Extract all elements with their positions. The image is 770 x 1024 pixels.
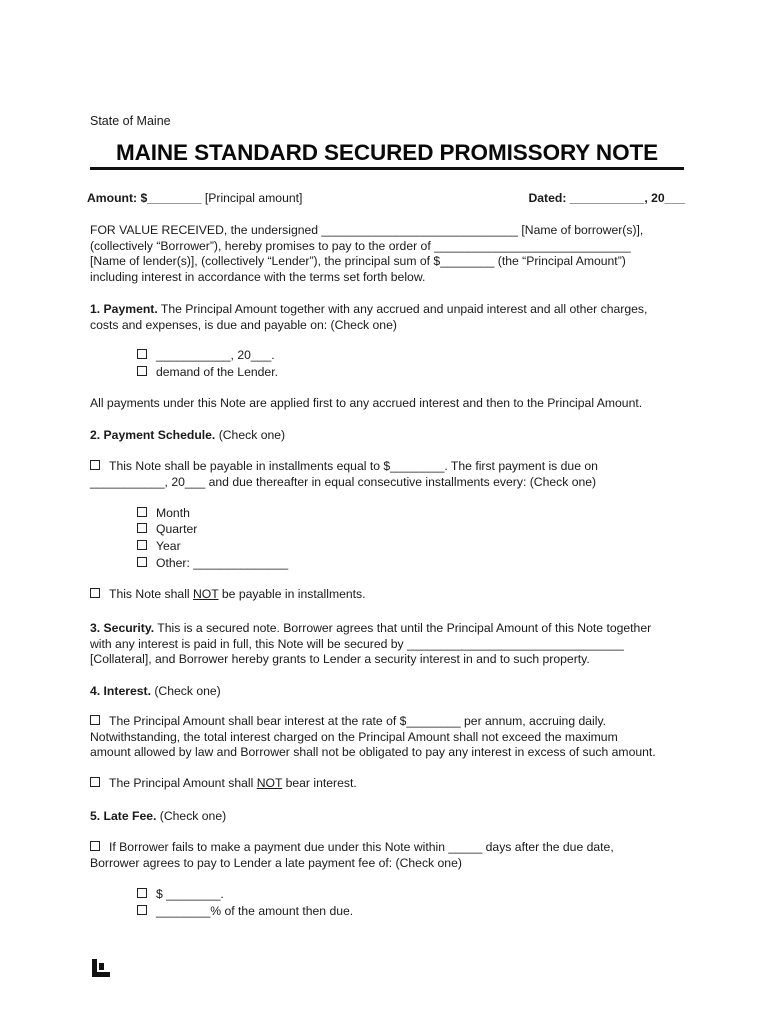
option-label: The Principal Amount shall [109,776,257,790]
no-interest-option[interactable] [90,776,357,792]
period-option-year[interactable] [137,539,181,555]
checkbox[interactable] [90,715,100,725]
state-label: State of Maine [90,114,171,128]
checkbox[interactable] [137,905,147,915]
option-label: This Note shall [109,587,193,601]
payment-section [90,302,684,333]
option-label: Borrower agrees to pay to Lender a late payment fee of: (Check one) [90,855,462,870]
security-heading: 3. Security. [90,621,155,635]
intro-line: including interest in accordance with the terms set forth below. [90,269,426,284]
checkbox[interactable] [137,888,147,898]
option-label: $ ________. [156,887,224,901]
installments-option[interactable] [90,459,684,490]
option-label: If Borrower fails to make a payment due under this Note within _____ days after the due date, [109,840,614,854]
checkbox[interactable] [137,523,147,533]
late-fee-option-flat[interactable] [137,887,224,903]
late-fee-option[interactable] [90,840,684,871]
option-label: ________% of the amount then due. [156,904,354,918]
amount-label: Amount: $________ [87,191,202,205]
period-option-month[interactable] [137,506,190,522]
payment-option-demand[interactable] [137,365,278,381]
no-installments-option[interactable] [90,587,366,603]
emphasis-not: NOT [193,587,219,601]
checkbox[interactable] [90,588,100,598]
interest-rate-option[interactable] [90,714,684,761]
security-section [90,621,684,668]
amount-line [87,191,302,207]
schedule-heading: 2. Payment Schedule. [90,428,216,442]
option-label: Other: ______________ [156,556,289,570]
payments-applied-text: All payments under this Note are applied first to any accrued interest and then to the Principal Amount. [90,396,643,410]
checkbox[interactable] [137,557,147,567]
option-label: Year [156,539,181,553]
option-label: be payable in installments. [218,587,366,601]
option-label: Notwithstanding, the total interest charged on the Principal Amount shall not exceed the maximum [90,729,618,744]
option-label: demand of the Lender. [156,365,278,379]
intro-paragraph [90,223,684,285]
brand-logo-icon [92,959,110,977]
late-fee-heading-line [90,809,226,825]
option-label: Quarter [156,522,198,536]
checkbox[interactable] [137,507,147,517]
security-text: with any interest is paid in full, this Note will be secured by ________________________________ [90,636,624,651]
check-one-note: (Check one) [156,809,227,823]
option-label: ___________, 20___ and due thereafter in equal consecutive installments every: (Check one) [90,474,597,489]
security-text: [Collateral], and Borrower hereby grants to Lender a security interest in and to such property. [90,652,590,666]
payment-text: costs and expenses, is due and payable on: (Check one) [90,317,397,332]
period-option-other[interactable] [137,556,288,572]
payment-option-date[interactable] [137,348,275,364]
checkbox[interactable] [90,841,100,851]
check-one-note: (Check one) [150,684,221,698]
late-fee-option-percent[interactable] [137,904,353,920]
dated-line: Dated: ___________, 20___ [528,191,685,205]
checkbox[interactable] [137,349,147,359]
option-label: Month [156,506,190,520]
payment-text: The Principal Amount together with any accrued and unpaid interest and all other charges, [157,302,648,316]
checkbox[interactable] [137,366,147,376]
option-label: ___________, 20___. [156,348,275,362]
title-underline [90,167,684,170]
schedule-heading-line [90,428,285,444]
intro-line: (collectively “Borrower”), hereby promises to pay to the order of _____________________________ [90,238,631,253]
option-label: bear interest. [282,776,357,790]
security-text: This is a secured note. Borrower agrees that until the Principal Amount of this Note together [154,621,652,635]
period-option-quarter[interactable] [137,522,197,538]
checkbox[interactable] [90,460,100,470]
checkbox[interactable] [90,777,100,787]
option-label: amount allowed by law and Borrower shall not be obligated to pay any interest in excess of such amount. [90,745,656,759]
check-one-note: (Check one) [215,428,286,442]
interest-heading: 4. Interest. [90,684,151,698]
amount-hint: [Principal amount] [201,191,303,205]
option-label: This Note shall be payable in installments equal to $________. The first payment is due on [109,459,598,473]
late-fee-heading: 5. Late Fee. [90,809,157,823]
checkbox[interactable] [137,540,147,550]
option-label: The Principal Amount shall bear interest at the rate of $________ per annum, accruing daily. [109,714,607,728]
intro-line: FOR VALUE RECEIVED, the undersigned _____________________________ [Name of borrower(s)], [90,223,644,237]
emphasis-not: NOT [256,776,283,790]
document-title: MAINE STANDARD SECURED PROMISSORY NOTE [115,140,659,165]
intro-line: [Name of lender(s)], (collectively “Lender”), the principal sum of $________ (the “Principal Amount”) [90,254,626,268]
payment-heading: 1. Payment. [90,302,158,316]
interest-heading-line [90,684,221,700]
